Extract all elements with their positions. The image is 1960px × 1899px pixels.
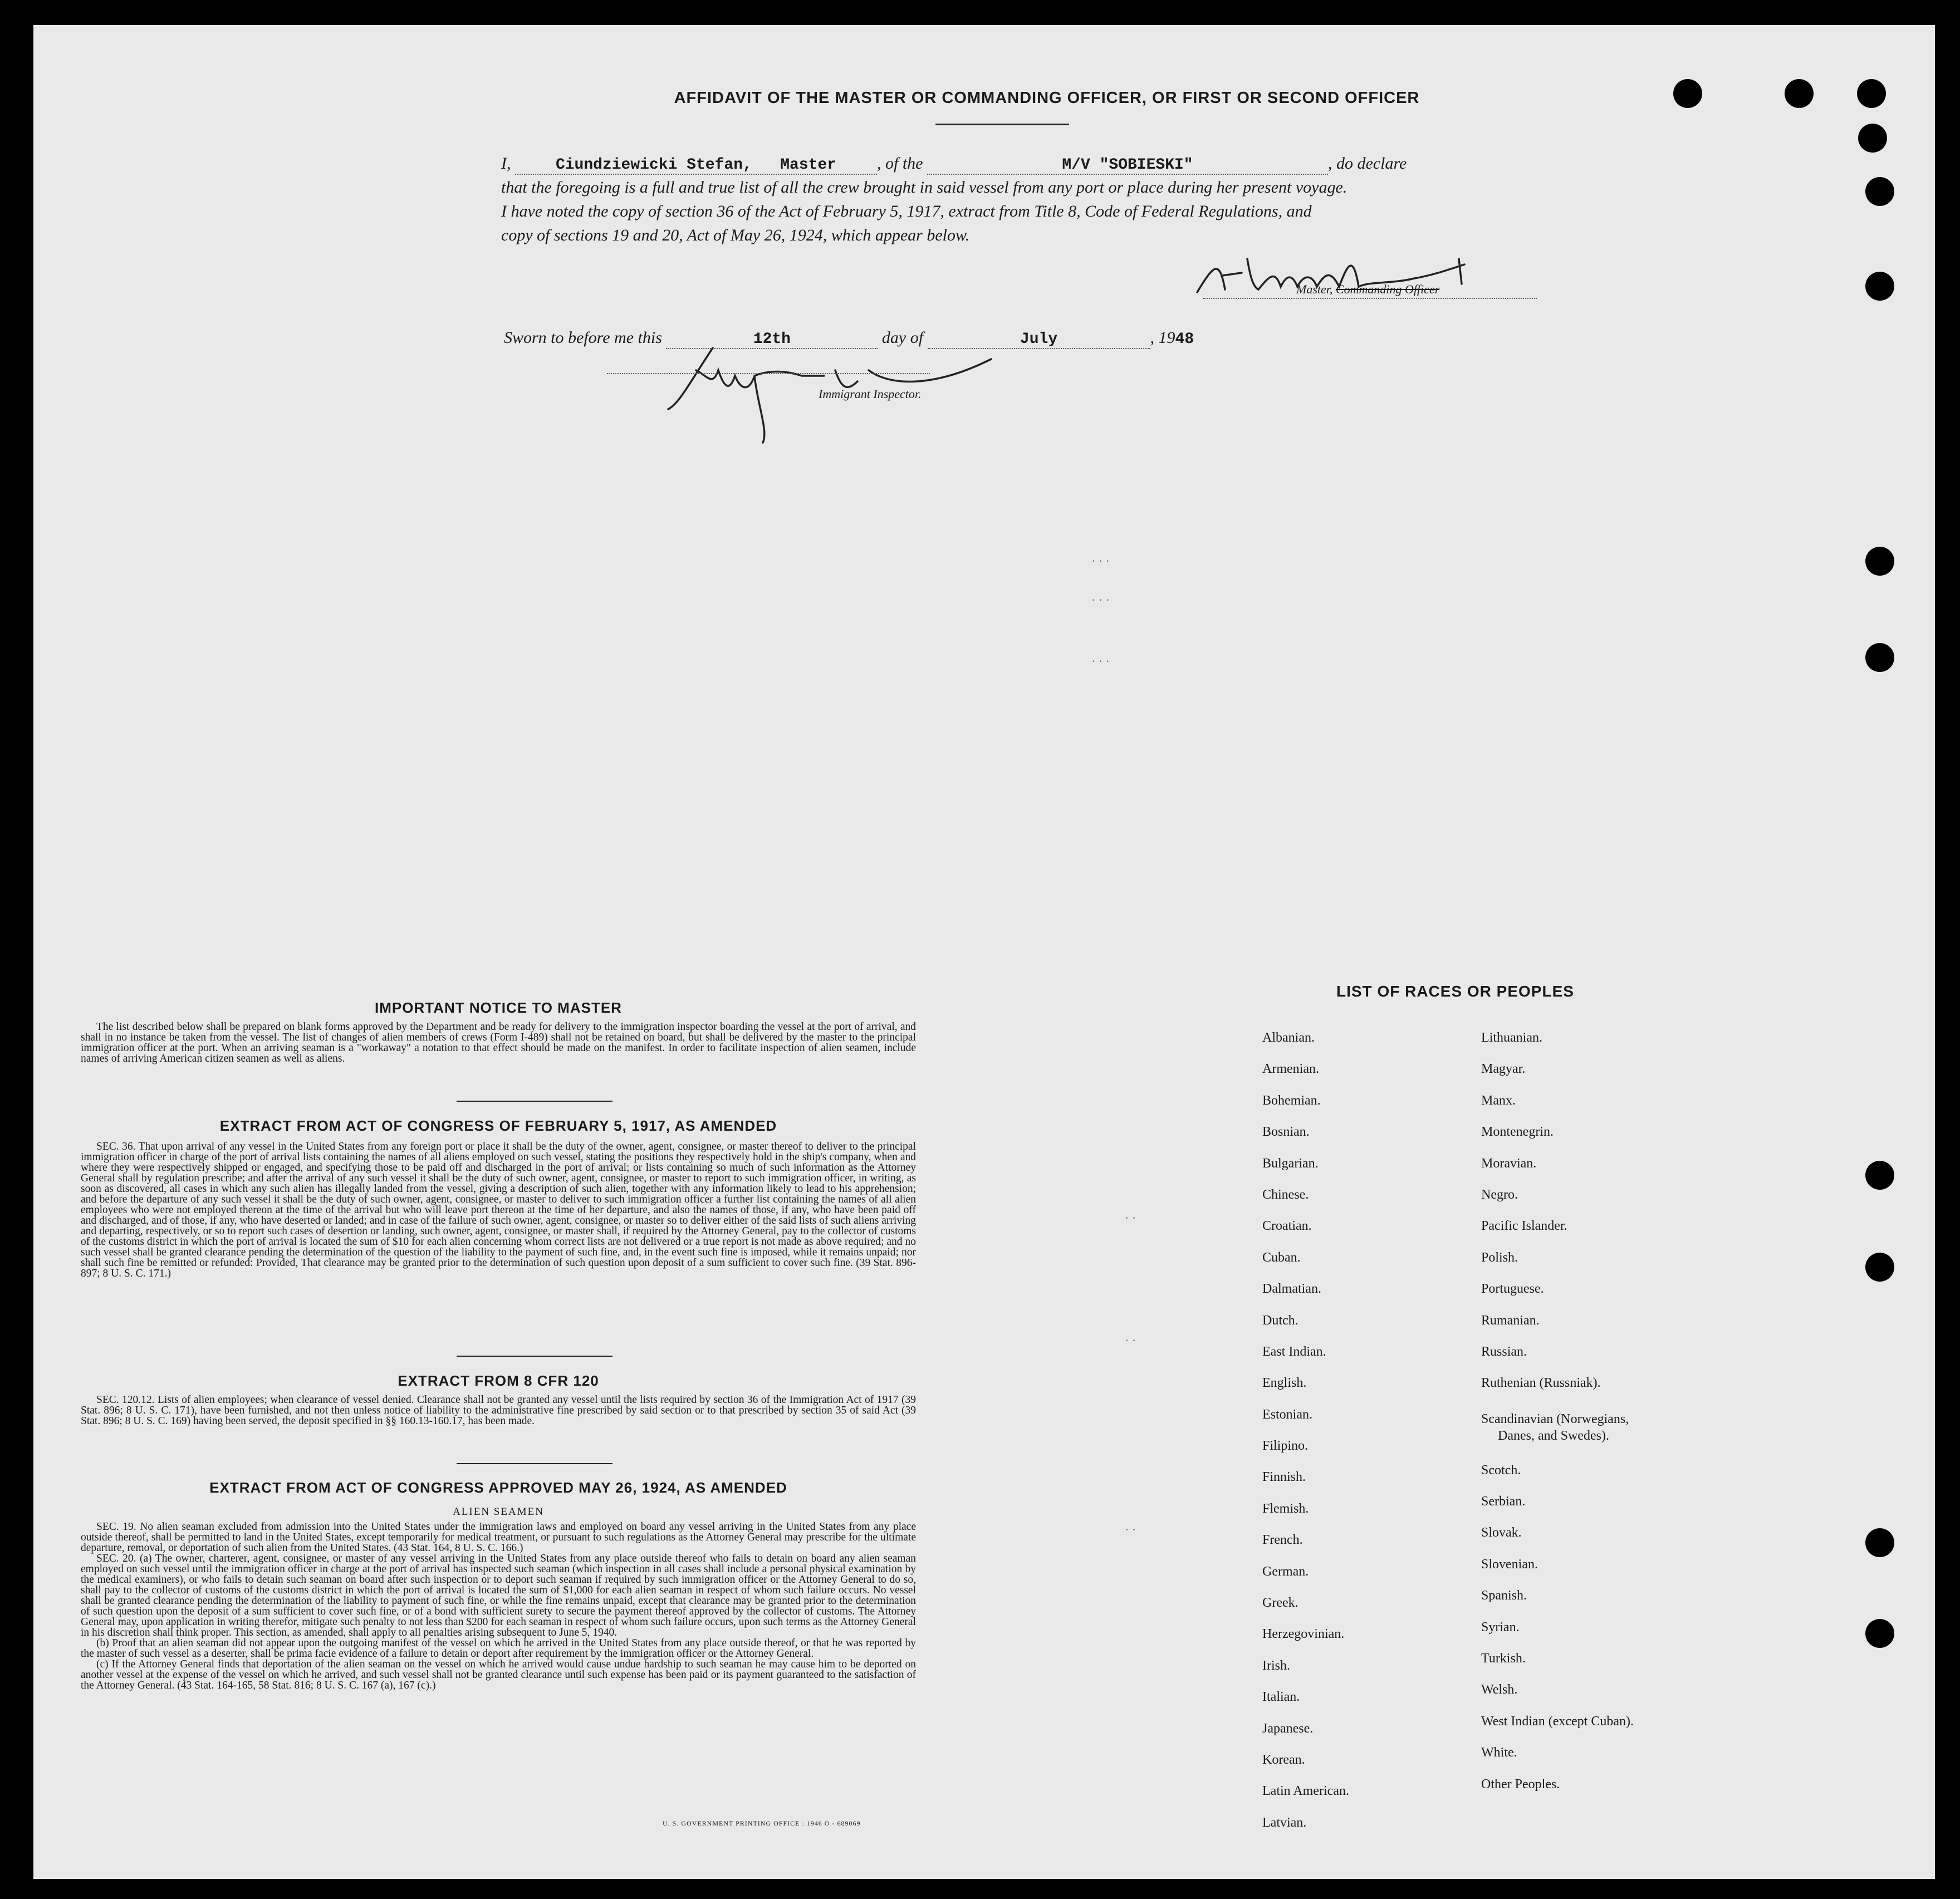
race-item: Finnish. [1262,1470,1306,1485]
race-item: Polish. [1481,1250,1518,1265]
race-item: Bulgarian. [1262,1156,1319,1171]
notice-text: The list described below shall be prepared on blank forms approved by the Department and be ready for delivery to the immigration inspector boarding the vessel at the port of arrival, and shall in no instance be taken from the vessel. The list of changes of alien members of crews (Form I-489) shall not be retained on board, but shall be delivered by the master to the principal immigration officer at the port. When an arriving seaman is a "workaway" a notation to that effect should be made on the manifest. In order to facilitate inspection of alien seamen, include names of arriving American citizen seamen as well as aliens. [81,1021,916,1064]
race-item: Ruthenian (Russniak). [1481,1376,1601,1391]
race-item: Flemish. [1262,1501,1309,1516]
race-item: Rumanian. [1481,1313,1540,1328]
sworn-day-field: 12th [666,331,878,349]
affidavit-title: AFFIDAVIT OF THE MASTER OR COMMANDING OFFICER, OR FIRST OR SECOND OFFICER [674,89,1420,107]
sworn-month-field: July [928,331,1150,349]
race-item: Dalmatian. [1262,1282,1321,1297]
race-item: Latin American. [1262,1784,1349,1799]
race-item: Lithuanian. [1481,1031,1542,1045]
sworn-year-field: 48 [1175,331,1194,348]
race-item: Portuguese. [1481,1282,1544,1297]
binder-hole [1865,177,1894,206]
race-item: Welsh. [1481,1682,1518,1697]
binder-hole [1785,79,1814,108]
race-item: Estonian. [1262,1407,1312,1422]
race-item: Manx. [1481,1093,1516,1108]
race-item: Slovenian. [1481,1557,1538,1572]
race-item: Spanish. [1481,1588,1527,1603]
binder-hole [1865,547,1894,576]
printing-office-footer: U. S. GOVERNMENT PRINTING OFFICE : 1946 O - 689069 [663,1819,861,1827]
race-item: German. [1262,1564,1309,1579]
master-name-field: Ciundziewicki Stefan, Master [515,156,877,175]
binder-hole [1865,272,1894,301]
race-item: Bohemian. [1262,1093,1321,1108]
binder-hole [1858,124,1887,153]
bleed-through-dots: · · [1125,1333,1136,1347]
race-item: Dutch. [1262,1313,1298,1328]
master-signature [1192,242,1526,309]
race-item: Danes, and Swedes). [1498,1428,1609,1443]
declaration-line-3: I have noted the copy of section 36 of the Act of February 5, 1917, extract from Title 8, Code of Federal Regulations, and [501,202,1312,220]
race-item: Turkish. [1481,1651,1526,1666]
binder-hole [1865,1253,1894,1282]
binder-hole [1865,1528,1894,1557]
race-item: Other Peoples. [1481,1777,1560,1792]
race-item: Montenegrin. [1481,1125,1554,1140]
race-item: Syrian. [1481,1620,1520,1635]
race-item: Greek. [1262,1596,1298,1611]
binder-hole [1673,79,1702,108]
race-item: Croatian. [1262,1219,1312,1234]
race-item: Slovak. [1481,1525,1522,1540]
bleed-through-dots: · · · [1091,554,1110,568]
binder-hole [1865,1619,1894,1648]
race-item: Italian. [1262,1690,1300,1705]
races-list-title: LIST OF RACES OR PEOPLES [1336,983,1574,1000]
race-item: Bosnian. [1262,1125,1310,1140]
race-item: Russian. [1481,1344,1527,1359]
race-item: French. [1262,1533,1303,1548]
title-rule [935,124,1069,125]
sworn-line: Sworn to before me this 12th day of July , 1948 [504,328,1194,348]
race-item: Irish. [1262,1658,1290,1673]
divider [457,1101,612,1102]
binder-hole [1857,79,1886,108]
race-item: Latvian. [1262,1815,1307,1830]
extract-1917-title: EXTRACT FROM ACT OF CONGRESS OF FEBRUARY 5, 1917, AS AMENDED [219,1117,777,1134]
race-item: Moravian. [1481,1156,1537,1171]
declaration-line-4: copy of sections 19 and 20, Act of May 26, 1924, which appear below. [501,226,970,244]
document-page [33,25,1935,1879]
bleed-through-dots: · · · [1091,654,1110,668]
declaration-line-1: I, Ciundziewicki Stefan, Master , of the M/V "SOBIESKI" , do declare [501,154,1407,174]
race-item: Negro. [1481,1187,1518,1202]
declaration-line-2: that the foregoing is a full and true list of all the crew brought in said vessel from any port or place during her present voyage. [501,178,1347,197]
race-item: Japanese. [1262,1721,1314,1736]
bleed-through-dots: · · [1125,1211,1136,1225]
extract-1924-text: SEC. 19. No alien seaman excluded from admission into the United States under the immigration laws and employed on board any vessel arriving in the United States from any place outside thereof, shall be permitted to land in the United States, except temporarily for medical treatment, or pursuant to such regulations as the Attorney General may prescribe for the ultimate departure, removal, or deportation of such alien from the United States. (43 Stat. 164, 8 U. S. C. 166.) SEC. 20. (a) The owner, charterer, agent, consignee, or master of any vessel arriving in the United States from any place outside thereof who fails to detain on board any alien seaman employed on such vessel until the immigration officer in charge at the port of arrival has inspected such seaman (which inspection in all cases shall include a personal physical examination by the medical examiners), or who fails to detain such seaman on board after such inspection or to deport such seaman if required by such immigration officer or the Attorney General to do so, shall pay to the collector of customs of the customs district in which the port of arrival is located the sum of $1,000 for each alien seaman in respect of whom such failure occurs. No vessel shall be granted clearance pending the determination of the liability to payment of such fine, or while the fine remains unpaid, except that clearance may be granted prior to the determination of such question upon the deposit of a sum sufficient to cover such fine, or of a bond with sufficient surety to secure the payment thereof approved by the collector of customs. The Attorney General may, upon application in writing therefor, mitigate such penalty to not less than $200 for each seaman in respect of whom such failure occurs, upon such terms as the Attorney General in his discretion shall think proper. This section, as amended, shall apply to all penalties arising subsequent to June 5, 1940. (b) Proof that an alien seaman did not appear upon the outgoing manifest of the vessel on which he arrived in the United States from any place outside thereof, or that he was reported by the master of such vessel as a deserter, shall be prima facie evidence of a failure to detain or deport after requirement by the immigration officer or the Attorney General. (c) If the Attorney General finds that deportation of the alien seaman on the vessel on which he arrived would cause undue hardship to such seaman he may cause him to be deported on another vessel at the expense of the vessel on which he arrived, and such vessel shall not be granted clearance until such expense has been paid or its payment guaranteed to the satisfaction of the Attorney General. (43 Stat. 164-165, 58 Stat. 816; 8 U. S. C. 167 (a), 167 (c).) [81,1521,916,1691]
extract-1924-title: EXTRACT FROM ACT OF CONGRESS APPROVED MAY 26, 1924, AS AMENDED [209,1479,787,1496]
race-item: Scotch. [1481,1463,1521,1478]
inspector-label: Immigrant Inspector. [819,387,922,401]
race-item: Korean. [1262,1752,1305,1767]
race-item: Albanian. [1262,1031,1315,1045]
race-item: Armenian. [1262,1062,1319,1077]
divider [457,1463,612,1464]
extract-cfr-text: SEC. 120.12. Lists of alien employees; when clearance of vessel denied. Clearance shall not be granted any vessel until the lists required by section 36 of the Immigration Act of 1917 (39 Stat. 896; 8 U. S. C. 171), have been furnished, and not then unless notice of liability to the administrative fine prescribed by said section or to that prescribed by section 35 of said Act (39 Stat. 896; 8 U. S. C. 169) having been served, the deposit specified in §§ 160.13-160.17, has been made. [81,1394,916,1427]
race-item: English. [1262,1376,1307,1391]
races-left-column [1262,1031,1349,1847]
race-item: West Indian (except Cuban). [1481,1714,1634,1729]
master-signature-line [1203,298,1537,299]
race-item: White. [1481,1745,1517,1760]
races-right-column [1481,1031,1634,1808]
race-item: East Indian. [1262,1344,1326,1359]
race-item: Cuban. [1262,1250,1301,1265]
binder-hole [1865,1161,1894,1190]
race-item: Pacific Islander. [1481,1219,1567,1234]
binder-hole [1865,643,1894,672]
alien-seamen-subtitle: ALIEN SEAMEN [453,1506,544,1518]
race-item: Scandinavian (Norwegians, [1481,1411,1629,1426]
race-item: Herzegovinian. [1262,1627,1345,1642]
extract-cfr-title: EXTRACT FROM 8 CFR 120 [398,1372,599,1389]
extract-1917-text: SEC. 36. That upon arrival of any vessel in the United States from any foreign port or place it shall be the duty of the owner, agent, consignee, or master thereof to deliver to the principal immigration officer in charge of the port of arrival lists containing the names of all aliens employed on such vessel, stating the positions they respectively hold in the ship's company, when and where they were respectively shipped or engaged, and specifying those to be paid off and discharged in the port of arrival; or lists containing so much of such information as the Attorney General shall by regulation prescribe; and after the arrival of any such vessel it shall be the duty of such owner, agent, consignee, or master to report to such immigration officer, in writing, as soon as discovered, all cases in which any such alien has illegally landed from the vessel, giving a description of such alien, together with any information likely to lead to his apprehension; and before the departure of any such vessel it shall be the duty of such owner, agent, consignee, or master to deliver to such immigration officer a further list containing the names of all alien employees who were not employed thereon at the time of the arrival but who will leave port thereon at the time of her departure, and also the names of those, if any, who have been paid off and discharged, and of those, if any, who have deserted or landed; and in case of the failure of such owner, agent, consignee, or master so to deliver either of the said lists of such aliens arriving and departing, respectively, or so to report such cases of desertion or landing, such owner, agent, consignee, or master shall, if required by the Attorney General, pay to the collector of customs of the customs district in which the port of arrival is located the sum of $10 for each alien concerning whom correct lists are not delivered or a true report is not made as above required; and no such vessel shall be granted clearance pending the determination of the question of the liability to the payment of such fine, and, in the event such fine is imposed, while it remains unpaid; nor shall such fine be remitted or refunded: Provided, That clearance may be granted prior to the determination of such question upon deposit of a sum sufficient to cover such fine. (39 Stat. 896-897; 8 U. S. C. 171.) [81,1141,916,1279]
race-item: Filipino. [1262,1439,1309,1454]
bleed-through-dots: · · [1125,1523,1136,1537]
bleed-through-dots: · · · [1091,593,1110,607]
race-item: Serbian. [1481,1494,1526,1509]
race-item: Magyar. [1481,1062,1526,1077]
master-title-label: Master, Commanding Officer [1296,282,1440,296]
notice-title: IMPORTANT NOTICE TO MASTER [375,999,622,1016]
divider [457,1356,612,1357]
inspector-signature-line [607,373,930,374]
vessel-name-field: M/V "SOBIESKI" [927,156,1328,175]
race-item: Chinese. [1262,1187,1309,1202]
